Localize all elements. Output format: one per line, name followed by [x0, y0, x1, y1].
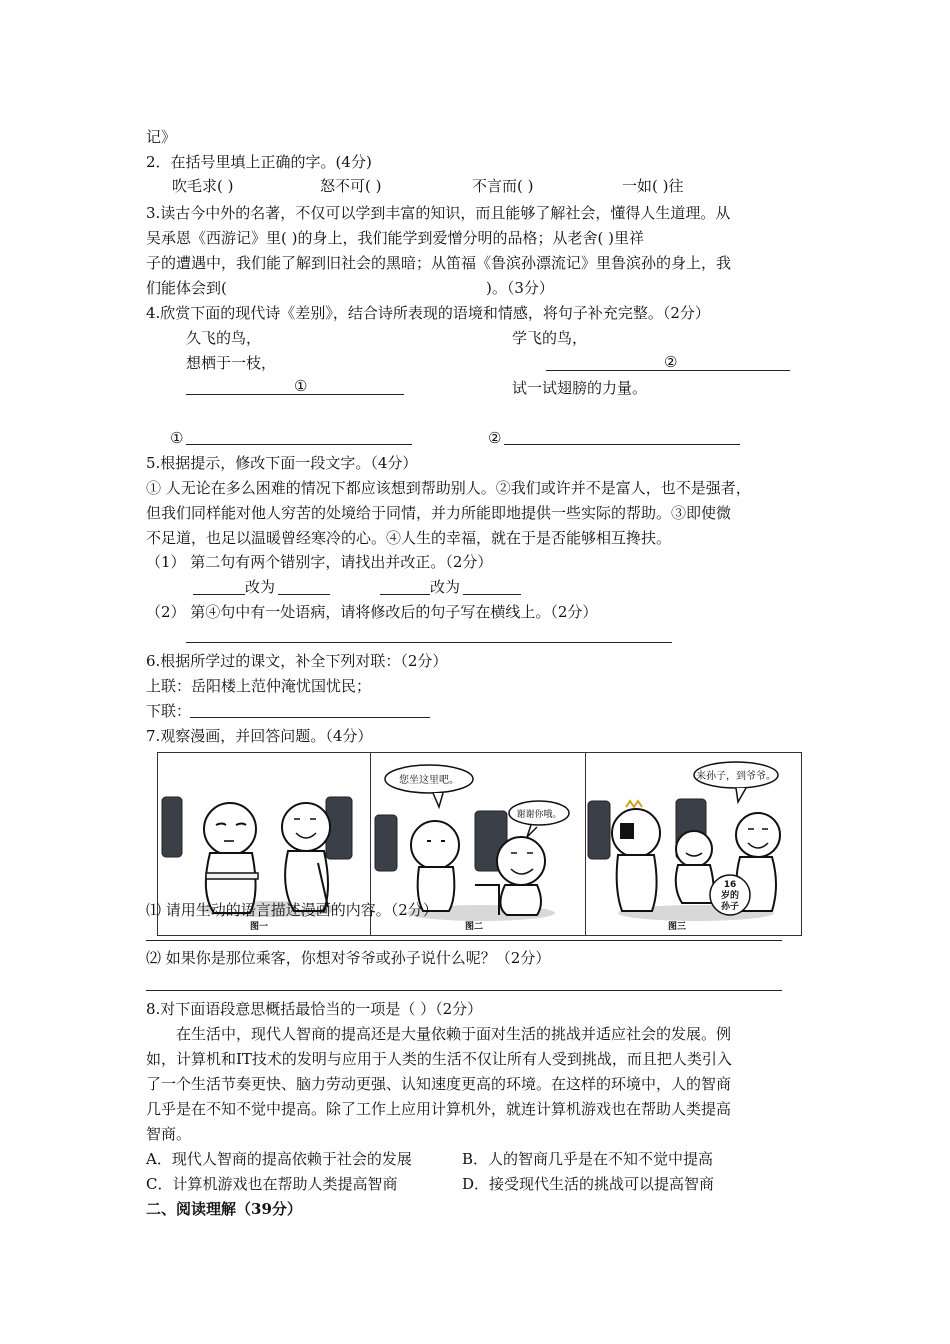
q2-word-4: 一如( )往 [622, 177, 684, 195]
answer-1-marker: ① [170, 429, 184, 447]
q8-option-d[interactable]: D．接受现代生活的挑战可以提高智商 [462, 1175, 715, 1193]
q5-paragraph-1: ① 人无论在多么困难的情况下都应该想到帮助别人。②我们或许并不是富人，也不是强者， [146, 479, 751, 497]
poem-right-1: 学飞的鸟， [512, 329, 588, 347]
question-3-line-2: 吴承恩《西游记》里( )的身上，我们能学到爱憎分明的品格；从老舍( )里祥 [146, 229, 644, 247]
q8-paragraph-5: 智商。 [146, 1125, 192, 1143]
q5-paragraph-2: 但我们同样能对他人穷苦的处境给于同情，并力所能即地提供一些实际的帮助。③即使微 [146, 504, 732, 522]
bubble-text-2b: 谢谢你哦。 [516, 810, 562, 820]
bubble-text-3: 来孙子，到爷爷。 [696, 771, 776, 782]
comic-panel-3 [586, 753, 801, 935]
couplet-upper: 上联：岳阳楼上范仲淹忧国忧民； [146, 677, 372, 695]
q2-word-1: 吹毛求( ) [172, 177, 234, 195]
poem-right-3: 试一试翅膀的力量。 [512, 379, 648, 397]
poem-left-1: 久飞的鸟， [186, 329, 262, 347]
q8-option-c[interactable]: C．计算机游戏也在帮助人类提高智商 [146, 1175, 398, 1193]
couplet-lower-label: 下联： [146, 702, 192, 720]
q8-paragraph-2: 如，计算机和IT技术的发明与应用于人类的生活不仅让所有人受到挑战，而且把人类引入 [146, 1050, 732, 1068]
q7-sub-2: ⑵ 如果你是那位乘客，你想对爷爷或孙子说什么呢？（2分） [146, 949, 551, 967]
question-5: 5.根据提示，修改下面一段文字。（4分） [146, 454, 418, 472]
poem-right-2-marker: ② [664, 353, 678, 371]
bubble-text-2a: 您坐这里吧。 [399, 775, 459, 786]
poem-blank-1[interactable] [186, 394, 404, 395]
q8-paragraph-1: 在生活中，现代人智商的提高还是大量依赖于面对生活的挑战并适应社会的发展。例 [176, 1025, 732, 1043]
q5-change-label-1: 改为 [245, 578, 276, 596]
q2-word-3: 不言而( ) [472, 177, 534, 195]
q5-blank-2[interactable] [278, 594, 330, 595]
poem-blank-2[interactable] [546, 370, 790, 371]
q8-paragraph-3: 了一个生活节奏更快、脑力劳动更强、认知速度更高的环境。在这样的环境中，人的智商 [146, 1075, 732, 1093]
panel-1-caption: 图一 [250, 922, 269, 932]
panel-3-caption: 图三 [668, 922, 687, 932]
answer-blank-1[interactable] [186, 444, 412, 445]
question-4: 4.欣赏下面的现代诗《差别》，结合诗所表现的语境和情感，将句子补充完整。（2分） [146, 304, 710, 322]
question-6: 6.根据所学过的课文，补全下列对联：（2分） [146, 652, 448, 670]
question-3-line-4a: 们能体会到( [146, 279, 227, 297]
tag-line-1: 16 [723, 880, 737, 890]
answer-blank-2[interactable] [504, 444, 740, 445]
question-7: 7.观察漫画，并回答问题。（4分） [146, 727, 373, 745]
line-continuation: 记》 [146, 128, 177, 146]
poem-left-3-marker: ① [294, 377, 308, 395]
q8-option-b[interactable]: B．人的智商几乎是在不知不觉中提高 [462, 1150, 714, 1168]
q7-blank-1[interactable] [146, 940, 782, 941]
q5-paragraph-3: 不足道，也足以温暖曾经寒冷的心。④人生的幸福，就在于是否能够相互搀扶。 [146, 529, 672, 547]
q5-blank-4[interactable] [463, 594, 521, 595]
question-8: 8.对下面语段意思概括最恰当的一项是（ ）（2分） [146, 1000, 483, 1018]
panel-2-caption: 图二 [465, 922, 484, 932]
q7-blank-2[interactable] [146, 990, 782, 991]
q5-sentence-blank[interactable] [186, 642, 672, 643]
answer-2-marker: ② [488, 429, 502, 447]
q5-change-label-2: 改为 [430, 578, 461, 596]
question-3-line-1: 3.读古今中外的名著，不仅可以学到丰富的知识，而且能够了解社会，懂得人生道理。从 [146, 204, 731, 222]
q5-blank-1[interactable] [193, 594, 245, 595]
q8-paragraph-4: 几乎是在不知不觉中提高。除了工作上应用计算机外，就连计算机游戏也在帮助人类提高 [146, 1100, 732, 1118]
tag-line-3: 孙子 [720, 902, 740, 912]
q2-word-2: 怒不可( ) [320, 177, 382, 195]
couplet-lower-blank[interactable] [190, 717, 430, 718]
q5-sub-2: （2） 第④句中有一处语病，请将修改后的句子写在横线上。（2分） [146, 603, 598, 621]
q8-option-a[interactable]: A．现代人智商的提高依赖于社会的发展 [146, 1150, 412, 1168]
poem-left-2: 想栖于一枝， [186, 354, 277, 372]
q5-blank-3[interactable] [380, 594, 430, 595]
question-3-line-4b: )。（3分） [486, 279, 554, 297]
tag-line-2: 岁的 [720, 891, 740, 901]
question-2: 2．在括号里填上正确的字。(4分) [146, 153, 372, 171]
q7-sub-1: ⑴ 请用生动的语言描述漫画的内容。（2分） [146, 901, 438, 919]
question-3-line-3: 子的遭遇中，我们能了解到旧社会的黑暗；从笛福《鲁滨孙漂流记》里鲁滨孙的身上，我 [146, 254, 732, 272]
q5-sub-1: （1） 第二句有两个错别字，请找出并改正。（2分） [146, 553, 493, 571]
section-2-heading: 二、阅读理解（39分） [146, 1200, 302, 1218]
